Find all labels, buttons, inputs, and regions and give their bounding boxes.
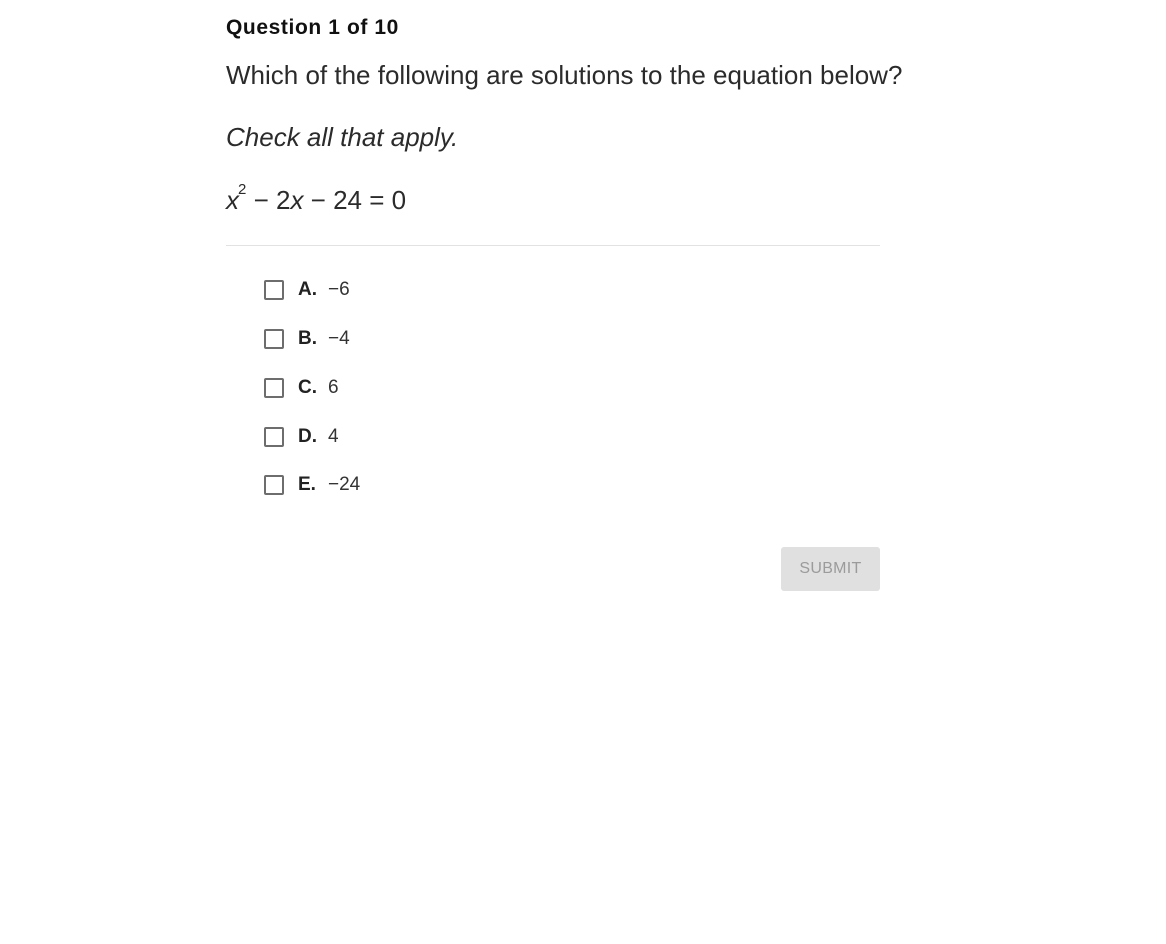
checkbox[interactable] [264,280,284,300]
question-instruction: Check all that apply. [226,122,459,152]
question-counter: Question 1 of 10 [226,16,399,39]
choice-value: 6 [328,377,339,398]
equation [226,181,407,216]
checkbox[interactable] [264,378,284,398]
choice-a[interactable] [264,270,350,310]
choice-letter: D. [298,426,317,447]
choice-value: −24 [328,474,361,495]
equation-exponent: 2 [238,181,247,198]
choice-value: −6 [328,279,350,300]
equation-variable: x [226,185,239,215]
divider [226,245,880,246]
choice-letter: C. [298,377,317,398]
choice-e[interactable] [264,465,360,505]
question-prompt: Which of the following are solutions to the equation below? [226,60,903,90]
equation-term: − 24 = 0 [303,185,407,215]
choice-value: 4 [328,426,339,447]
checkbox[interactable] [264,329,284,349]
equation-term: − 2 [246,185,291,215]
choice-letter: E. [298,474,316,495]
choice-value: −4 [328,328,350,349]
choice-letter: B. [298,328,317,349]
choice-letter: A. [298,279,317,300]
submit-button[interactable]: SUBMIT [781,547,880,591]
checkbox[interactable] [264,427,284,447]
equation-variable: x [290,185,304,215]
choice-b[interactable] [264,319,350,359]
choice-d[interactable] [264,417,339,457]
checkbox[interactable] [264,475,284,495]
choice-c[interactable] [264,368,339,408]
